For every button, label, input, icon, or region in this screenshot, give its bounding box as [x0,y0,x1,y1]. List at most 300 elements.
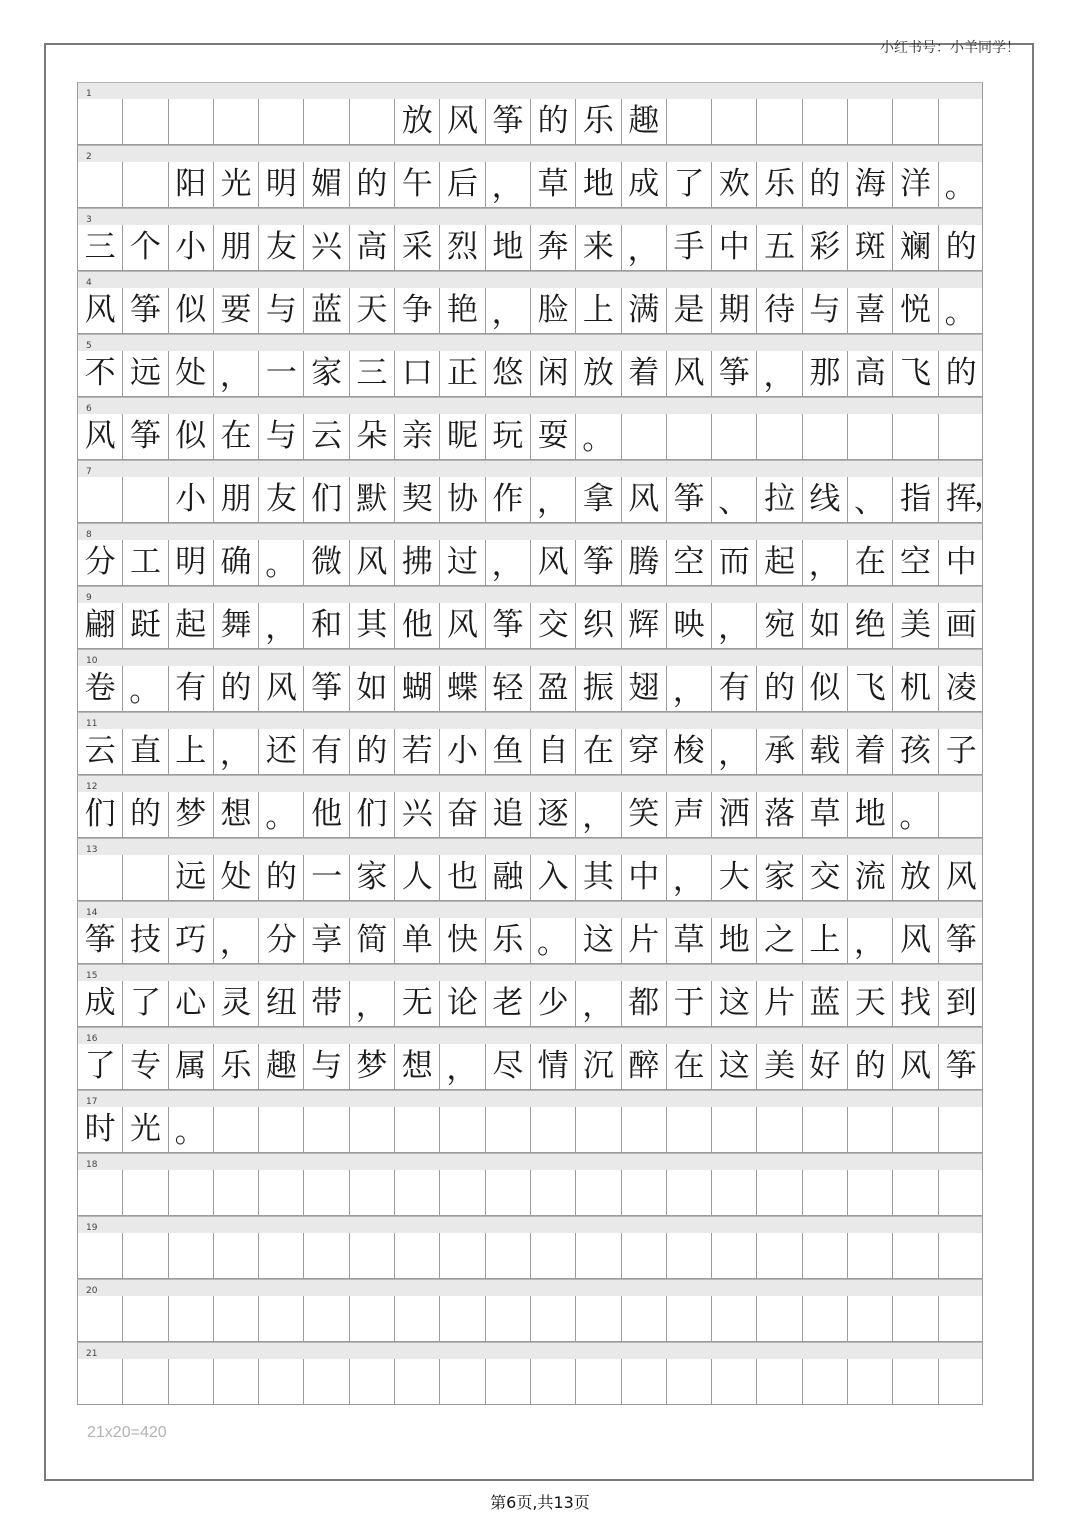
grid-cell: 飞 [893,351,938,396]
grid-cell: 正 [440,351,485,396]
grid-cell: 的 [350,162,395,207]
grid-cell: 契 [395,477,440,522]
grid-cell [576,1170,621,1215]
grid-cell: 醉 [622,1044,667,1089]
grid-cell: ， [486,288,531,333]
grid-cell: 都 [622,981,667,1026]
grid-cell: 兴 [395,792,440,837]
grid-cell [486,1107,531,1152]
grid-cell: 昵 [440,414,485,459]
grid-row [77,1279,983,1342]
grid-cell [78,1170,123,1215]
grid-cell [939,414,984,459]
grid-cell: 。 [123,666,168,711]
grid-cell: 落 [757,792,802,837]
grid-cell [667,1296,712,1341]
grid-cell: 与 [803,288,848,333]
grid-cell: 。 [944,295,976,331]
grid-row [77,901,983,964]
grid-cell: 媚 [304,162,349,207]
grid-row [77,712,983,775]
grid-cell: 似 [803,666,848,711]
grid-cell: 待 [757,288,802,333]
grid-cell: 自 [531,729,576,774]
row-separator [77,1342,983,1359]
grid-cell: 们 [304,477,349,522]
grid-cell [848,99,893,144]
grid-cell [304,1233,349,1278]
grid-cell: 也 [440,855,485,900]
grid-cell: 争 [395,288,440,333]
grid-cell [259,99,304,144]
grid-cell: 欢 [712,162,757,207]
grid-cell [259,1107,304,1152]
grid-row [77,271,983,334]
grid-cell: 亲 [395,414,440,459]
grid-cell [259,1233,304,1278]
grid-cell [123,1233,168,1278]
row-number: 14 [86,908,98,918]
grid-cell: 家 [304,351,349,396]
grid-cell: 技 [123,918,168,963]
grid-cell: 风 [531,540,576,585]
grid-cell: 在 [667,1044,712,1089]
grid-cell [304,1107,349,1152]
grid-cell [169,99,214,144]
grid-cell: 与 [259,414,304,459]
grid-cell: 翩 [78,603,123,648]
grid-cell [939,1170,984,1215]
grid-cell: 单 [395,918,440,963]
grid-cell: 的 [531,99,576,144]
grid-cell: 风 [350,540,395,585]
grid-cell: 梦 [169,792,214,837]
grid-cell: 风 [893,1044,938,1089]
grid-cell: 们 [78,792,123,837]
grid-cell: 筝 [123,288,168,333]
grid-cell: 蓝 [803,981,848,1026]
grid-cell: 确 [214,540,259,585]
grid-cell: 筝 [712,351,757,396]
grid-row [77,649,983,712]
grid-cell [712,1233,757,1278]
grid-cell: 画 [945,607,977,643]
grid-cell [304,1359,349,1404]
grid-cell: 奋 [440,792,485,837]
grid-cell [667,99,712,144]
grid-cell [78,855,123,900]
grid-cell: 在 [576,729,621,774]
grid-cell: 舞 [214,603,259,648]
grid-cell: 小 [169,477,214,522]
grid-count: 21x20=420 [87,1424,167,1441]
grid-cell [848,1107,893,1152]
grid-cell [848,1359,893,1404]
grid-cell: 玩 [486,414,531,459]
grid-cell: 巧 [169,918,214,963]
grid-cell [440,1170,485,1215]
grid-cell [576,1233,621,1278]
grid-cell [848,1170,893,1215]
grid-cell: 空 [893,540,938,585]
grid-cell: 的 [803,162,848,207]
grid-cell [803,1296,848,1341]
grid-cell [214,1233,259,1278]
grid-cell: 处 [214,855,259,900]
grid-cell: 奔 [531,225,576,270]
grid-cell: 朋 [214,477,259,522]
grid-cell: ， [350,981,395,1026]
row-separator [77,712,983,729]
cell-row [77,162,983,208]
grid-cell: 远 [169,855,214,900]
grid-cell: 后 [440,162,485,207]
grid-cell: 成 [78,981,123,1026]
grid-cell [848,414,893,459]
grid-cell [712,1107,757,1152]
grid-cell: 了 [123,981,168,1026]
grid-cell: 尽 [486,1044,531,1089]
grid-cell: 三 [350,351,395,396]
grid-cell: ， [667,666,712,711]
grid-cell [350,99,395,144]
grid-cell: 。 [576,414,621,459]
grid-cell: 。 [169,1107,214,1152]
grid-cell: 承 [757,729,802,774]
grid-cell: 期 [712,288,757,333]
grid-cell [350,1233,395,1278]
grid-cell: 筝 [945,1048,977,1084]
grid-cell: 草 [667,918,712,963]
grid-cell: 起 [757,540,802,585]
grid-cell: 微 [304,540,349,585]
grid-cell: 口 [395,351,440,396]
grid-cell: 风 [259,666,304,711]
composition-grid [77,82,1005,1405]
grid-cell: 筝 [576,540,621,585]
grid-cell [667,1170,712,1215]
row-number: 4 [86,278,92,288]
grid-cell: 与 [304,1044,349,1089]
grid-cell: 这 [712,981,757,1026]
grid-cell: 风 [78,288,123,333]
row-number: 10 [86,656,98,666]
grid-row [77,523,983,586]
grid-cell: 跹 [123,603,168,648]
grid-cell [78,1296,123,1341]
grid-cell [712,1359,757,1404]
grid-cell: 的 [848,1044,893,1089]
row-number: 19 [86,1223,98,1233]
grid-cell: 云 [304,414,349,459]
cell-row [77,225,983,271]
grid-cell: 筝 [123,414,168,459]
grid-cell: ， [531,477,576,522]
grid-cell [531,1359,576,1404]
grid-cell: 而 [712,540,757,585]
grid-cell [350,1170,395,1215]
grid-cell: 与 [259,288,304,333]
grid-row [77,145,983,208]
grid-cell: 乐 [576,99,621,144]
grid-cell: 有 [169,666,214,711]
grid-cell: 天 [848,981,893,1026]
cell-row [77,792,983,838]
row-separator [77,397,983,414]
cell-row [77,1044,983,1090]
grid-cell: 穿 [622,729,667,774]
grid-cell: 着 [848,729,893,774]
row-number: 1 [86,89,92,99]
grid-cell: 筝 [945,922,977,958]
grid-cell: 找 [893,981,938,1026]
grid-cell [757,1359,802,1404]
grid-cell: 闲 [531,351,576,396]
grid-cell: 手 [667,225,712,270]
row-number: 7 [86,467,92,477]
grid-cell [531,1233,576,1278]
grid-cell: 其 [576,855,621,900]
grid-cell: 有 [304,729,349,774]
grid-cell: 高 [848,351,893,396]
grid-cell: 流 [848,855,893,900]
grid-cell: 海 [848,162,893,207]
grid-cell [395,1296,440,1341]
row-number: 6 [86,404,92,414]
grid-cell: 灵 [214,981,259,1026]
row-number: 18 [86,1160,98,1170]
grid-cell: 一 [259,351,304,396]
grid-cell: 拂 [395,540,440,585]
grid-cell: 机 [893,666,938,711]
grid-cell: 友 [259,225,304,270]
grid-cell: 上 [803,918,848,963]
grid-cell [757,1107,802,1152]
grid-cell: 家 [350,855,395,900]
grid-cell: 分 [259,918,304,963]
grid-cell: 脸 [531,288,576,333]
grid-row [77,208,983,271]
grid-cell: 。 [259,792,304,837]
row-separator [77,523,983,540]
cell-row [77,540,983,586]
cell-row [77,414,983,460]
grid-cell [78,1359,123,1404]
cell-row [77,981,983,1027]
grid-cell: 挥 [945,481,977,517]
grid-cell: 情 [531,1044,576,1089]
cell-row [77,855,983,901]
grid-cell [576,1359,621,1404]
grid-cell: 默 [350,477,395,522]
grid-cell [803,1170,848,1215]
grid-cell [531,1170,576,1215]
cell-row [77,666,983,712]
grid-cell [939,1359,984,1404]
grid-cell: 还 [259,729,304,774]
grid-cell [893,1107,938,1152]
grid-cell: 风 [893,918,938,963]
row-separator [77,82,983,99]
grid-cell: 放 [395,99,440,144]
grid-cell: 子 [945,733,977,769]
grid-cell [893,414,938,459]
grid-cell: 不 [78,351,123,396]
row-number: 15 [86,971,98,981]
grid-cell: 大 [712,855,757,900]
row-number: 16 [86,1034,98,1044]
grid-cell: 论 [440,981,485,1026]
grid-cell: 地 [486,225,531,270]
grid-cell: 其 [350,603,395,648]
grid-cell [78,1233,123,1278]
grid-cell: 悠 [486,351,531,396]
grid-cell: ， [757,351,802,396]
grid-cell: 家 [757,855,802,900]
grid-cell [848,1296,893,1341]
grid-cell: ， [214,351,259,396]
grid-cell: 享 [304,918,349,963]
grid-cell [939,1233,984,1278]
grid-cell: 远 [123,351,168,396]
page-number: 第6页,共13页 [490,1493,590,1512]
grid-cell: 阳 [169,162,214,207]
grid-cell: 。 [259,540,304,585]
grid-cell: ， [712,729,757,774]
grid-cell: 美 [893,603,938,648]
grid-cell: 想 [214,792,259,837]
grid-cell: 似 [169,414,214,459]
grid-cell: 逐 [531,792,576,837]
grid-cell: ， [486,540,531,585]
row-separator [77,460,983,477]
grid-cell [169,1359,214,1404]
grid-cell [123,99,168,144]
grid-cell [622,1107,667,1152]
row-separator [77,586,983,603]
grid-cell: 光 [214,162,259,207]
grid-cell: 带 [304,981,349,1026]
grid-cell [757,414,802,459]
grid-cell [486,1170,531,1215]
row-separator [77,775,983,792]
row-number: 8 [86,530,92,540]
grid-cell [214,1359,259,1404]
grid-cell: 时 [78,1107,123,1152]
grid-cell: 筝 [486,603,531,648]
grid-cell: 的 [259,855,304,900]
grid-cell [486,1359,531,1404]
grid-cell: 作 [486,477,531,522]
grid-cell [848,1233,893,1278]
grid-cell [259,1170,304,1215]
grid-cell: 沉 [576,1044,621,1089]
grid-cell: 云 [78,729,123,774]
grid-cell: 洒 [712,792,757,837]
grid-cell: 他 [304,792,349,837]
grid-cell: 了 [78,1044,123,1089]
grid-cell: 交 [803,855,848,900]
grid-cell [123,477,168,522]
grid-cell: 洋 [893,162,938,207]
grid-cell [803,1107,848,1152]
cell-row [77,351,983,397]
grid-cell: 孩 [893,729,938,774]
grid-cell: 辉 [622,603,667,648]
grid-cell: 处 [169,351,214,396]
grid-cell: 艳 [440,288,485,333]
grid-cell: 卷 [78,666,123,711]
grid-row [77,334,983,397]
grid-cell: 属 [169,1044,214,1089]
grid-cell: ， [259,603,304,648]
grid-cell: 地 [848,792,893,837]
grid-cell [803,414,848,459]
grid-cell [939,1107,984,1152]
grid-cell: 筝 [486,99,531,144]
grid-cell [304,1170,349,1215]
grid-cell [893,1233,938,1278]
grid-cell: 地 [712,918,757,963]
grid-cell: 要 [214,288,259,333]
grid-cell: 轻 [486,666,531,711]
grid-cell: ， [576,981,621,1026]
cell-row [77,918,983,964]
grid-cell [169,1233,214,1278]
grid-cell [939,792,984,837]
grid-cell: 映 [667,603,712,648]
grid-cell [667,414,712,459]
grid-cell [350,1359,395,1404]
grid-cell [123,1359,168,1404]
grid-cell: 成 [622,162,667,207]
grid-cell [939,99,984,144]
grid-cell [214,99,259,144]
grid-cell: 风 [440,99,485,144]
grid-cell: 乐 [757,162,802,207]
grid-cell [350,1107,395,1152]
row-number: 5 [86,341,92,351]
grid-cell: 朵 [350,414,395,459]
grid-cell: 分 [78,540,123,585]
grid-cell: 蓝 [304,288,349,333]
grid-cell [531,1107,576,1152]
grid-cell: 们 [350,792,395,837]
grid-cell [486,1296,531,1341]
grid-cell [757,1170,802,1215]
cell-row [77,288,983,334]
grid-row [77,82,983,145]
grid-cell: ， [667,855,712,900]
grid-row [77,460,1005,523]
grid-cell: 烈 [440,225,485,270]
grid-cell: 友 [259,477,304,522]
grid-cell: 鱼 [486,729,531,774]
grid-row [77,1153,983,1216]
grid-cell: 绝 [848,603,893,648]
grid-cell: 笑 [622,792,667,837]
grid-cell: 来 [576,225,621,270]
grid-cell: 了 [667,162,712,207]
grid-cell [78,477,123,522]
grid-cell: 小 [440,729,485,774]
grid-cell: 悦 [893,288,938,333]
grid-cell: 风 [440,603,485,648]
grid-cell: 风 [78,414,123,459]
grid-row [77,1342,983,1405]
grid-cell: 的 [945,355,977,391]
grid-cell [803,1233,848,1278]
